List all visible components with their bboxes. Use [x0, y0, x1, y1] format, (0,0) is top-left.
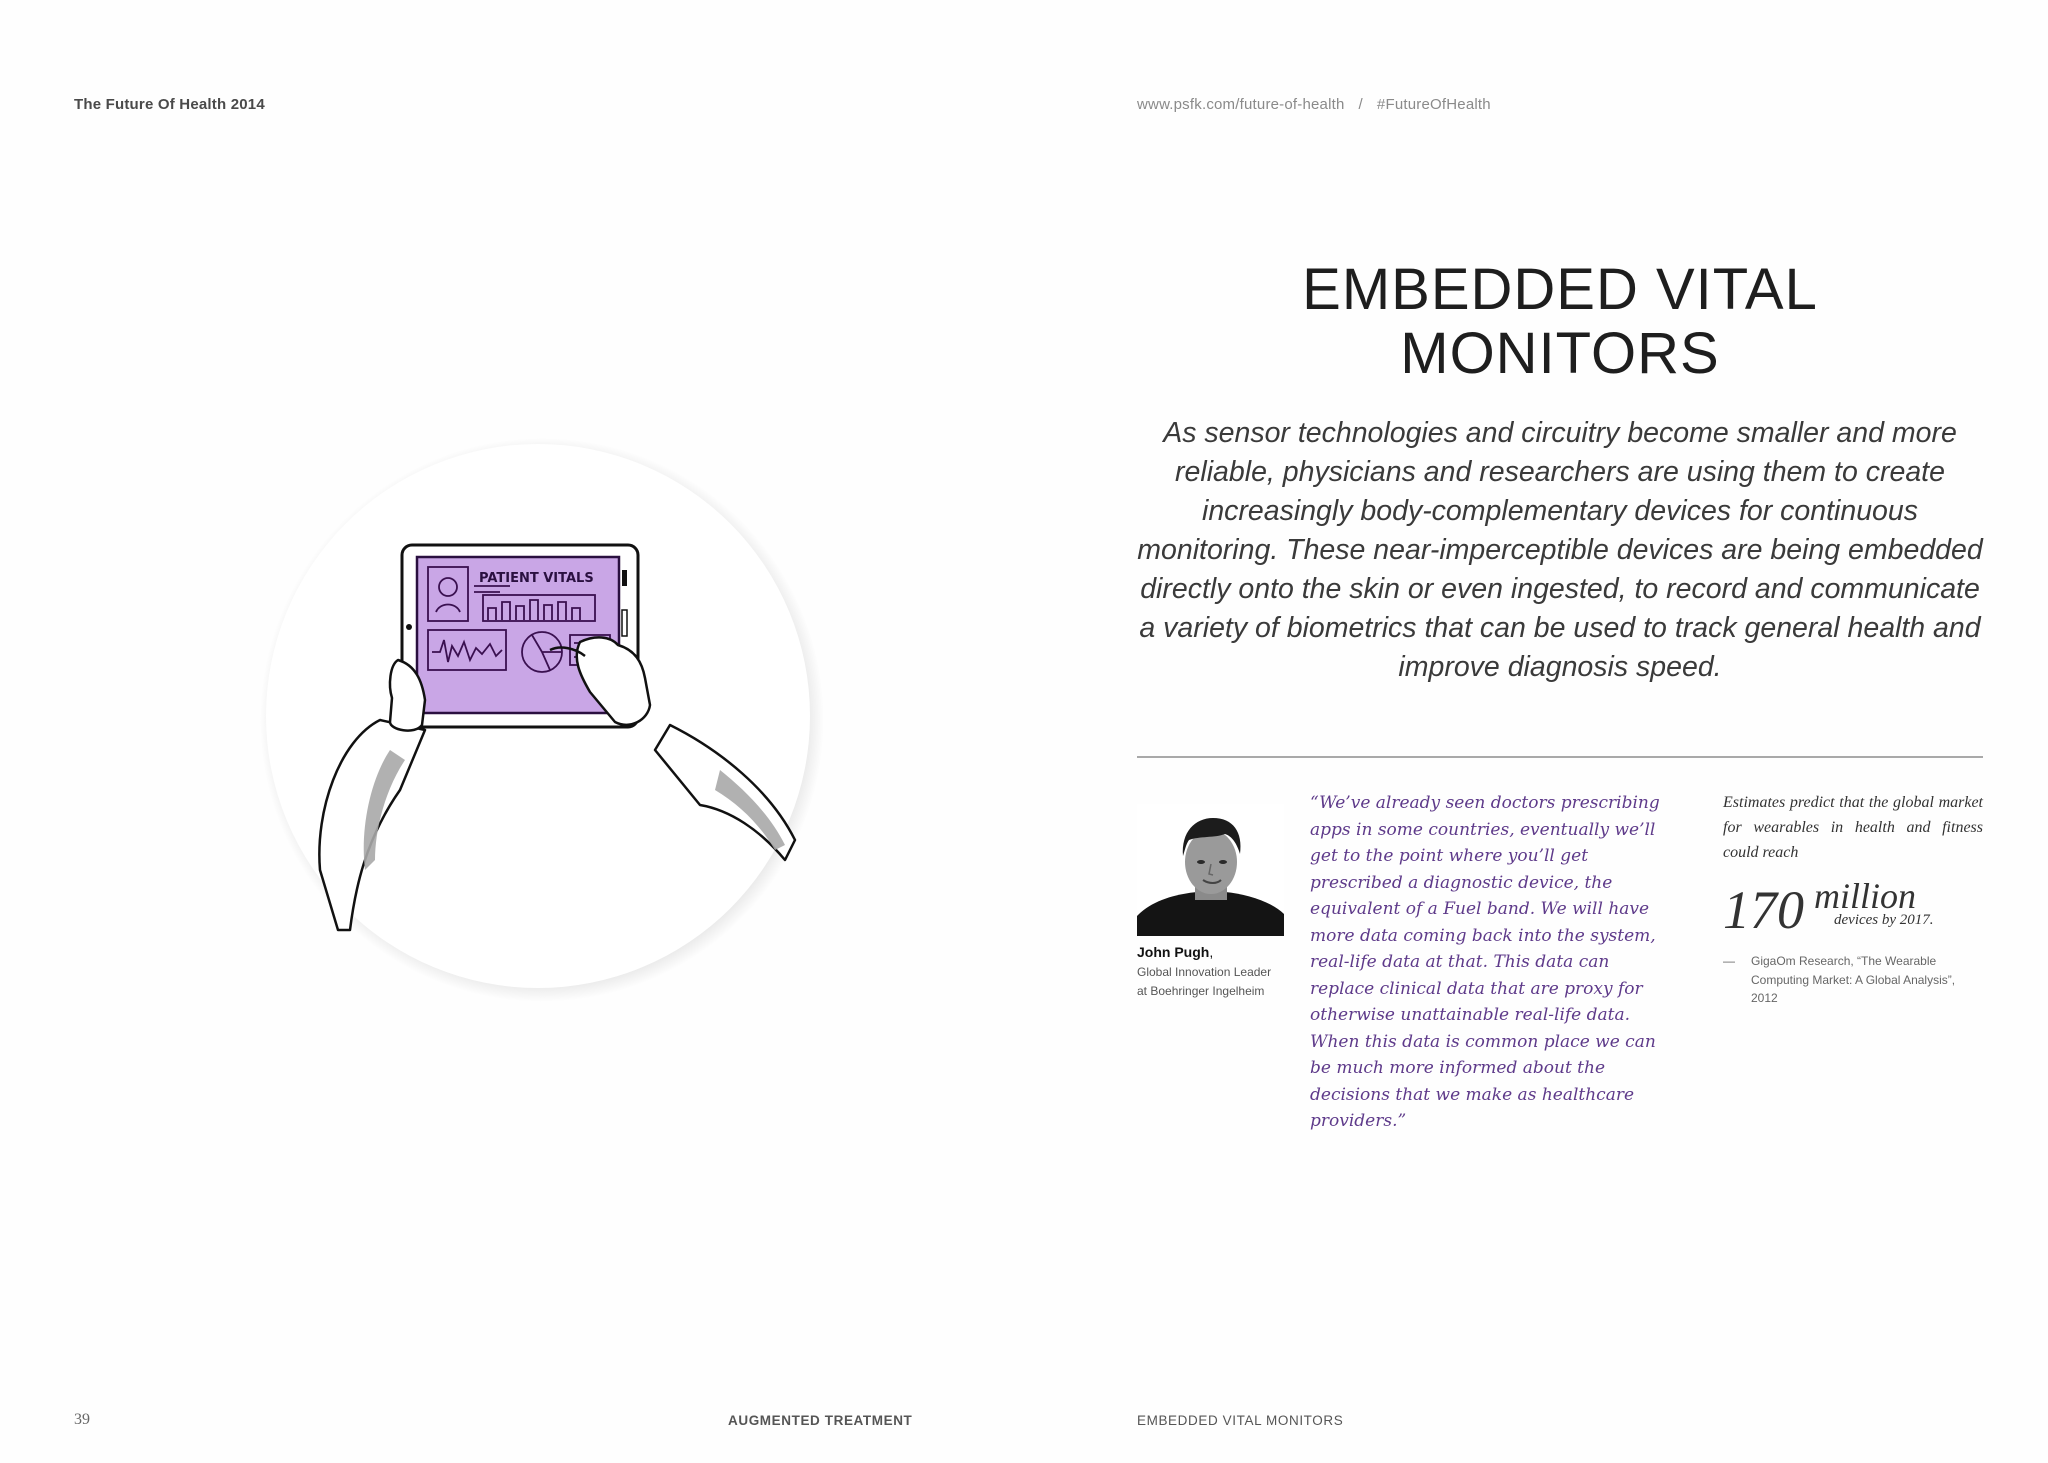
- stat-unit: million: [1814, 876, 1917, 916]
- title-line-1: EMBEDDED VITAL: [1302, 257, 1818, 322]
- person-name-suffix: ,: [1209, 944, 1214, 960]
- screen-label: PATIENT VITALS: [479, 571, 594, 586]
- stat-unit-sub: devices by 2017.: [1834, 912, 1934, 928]
- portrait-photo: [1137, 804, 1284, 936]
- stat-intro: Estimates predict that the global market for wearables in health and fitness could reach: [1723, 794, 1983, 861]
- header-hashtag[interactable]: #FutureOfHealth: [1376, 96, 1491, 113]
- person-name-text: John Pugh: [1137, 944, 1210, 960]
- title-line-2: MONITORS: [1400, 321, 1720, 386]
- person-name: [1137, 944, 1213, 960]
- footer-subsection: EMBEDDED VITAL MONITORS: [1137, 1413, 1344, 1428]
- stat-source: [1723, 952, 1963, 1008]
- intro-paragraph: As sensor technologies and circuitry become smaller and more reliable, physicians and researchers are using them to create increasingly body-complementary devices for continuous monitoring. These near-imperceptible devices are being embedded directly onto the skin or even ingested, to record and communicate a variety of biometrics that can be used to track general health and improve diagnosis speed.: [1137, 417, 1983, 683]
- header-url[interactable]: www.psfk.com/future-of-health: [1137, 96, 1345, 113]
- source-text: GigaOm Research, “The Wearable Computing Market: A Global Analysis”, 2012: [1751, 954, 1956, 1005]
- section-divider: [1137, 756, 1983, 758]
- footer-section: AUGMENTED TREATMENT: [728, 1413, 913, 1428]
- stat-number: 170: [1723, 880, 1804, 940]
- article-title: [1137, 258, 1983, 386]
- document-title: The Future Of Health 2014: [74, 96, 265, 113]
- pull-quote: “We’ve already seen doctors prescribing apps in some countries, eventually we’ll get to the point where you’ll get prescribed a diagnostic device, the equivalent of a Fuel band. We will have more data coming back into the system, real-life data at that. This data can replace clinical data that are proxy for otherwise unattainable real-life data. When this data is common place we can be much more informed about the decisions that we make as healthcare providers.”: [1310, 793, 1660, 1131]
- source-dash: —: [1723, 954, 1735, 968]
- person-role: Global Innovation Leader at Boehringer Ingelheim: [1137, 965, 1272, 998]
- header-separator: /: [1358, 96, 1363, 113]
- header-links: [1137, 96, 1491, 113]
- page-number: 39: [74, 1411, 90, 1428]
- tablet-hands-illustration: [250, 430, 830, 1010]
